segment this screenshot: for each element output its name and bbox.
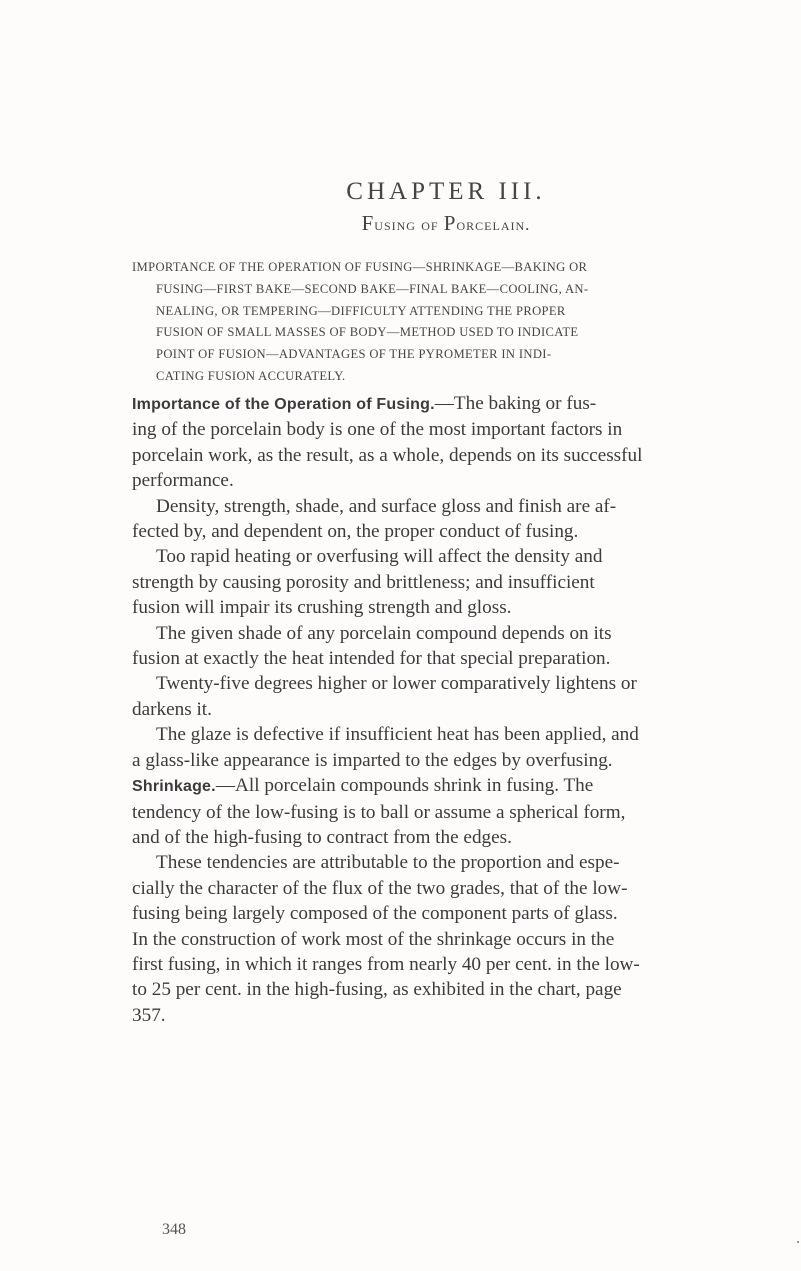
synopsis-line: NEALING, OR TEMPERING—DIFFICULTY ATTENDING THE PROPER <box>156 303 566 318</box>
page-number: 348 <box>162 1221 186 1238</box>
chapter-heading: CHAPTER III. <box>346 178 546 205</box>
paragraph-line: fusion will impair its crushing strength and gloss. <box>132 597 512 619</box>
paragraph-line: fected by, and dependent on, the proper conduct of fusing. <box>132 521 579 543</box>
paragraph-line: Twenty-five degrees higher or lower comparatively lightens or <box>156 673 637 695</box>
paragraph-line: Density, strength, shade, and surface gloss and finish are af- <box>156 495 617 517</box>
paragraph-line: a glass-like appearance is imparted to the edges by overfusing. <box>132 749 613 771</box>
synopsis-line: FUSION OF SMALL MASSES OF BODY—METHOD USED TO INDICATE <box>156 325 579 340</box>
paragraph-line <box>132 391 768 417</box>
paragraph-line: first fusing, in which it ranges from nearly 40 per cent. in the low- <box>132 953 640 975</box>
paragraph-line: The given shade of any porcelain compound depends on its <box>156 622 612 644</box>
section-heading-importance: Importance of the Operation of Fusing. <box>132 396 435 413</box>
paragraph-line: performance. <box>132 470 234 492</box>
paragraph-line: fusing being largely composed of the component parts of glass. <box>132 903 618 925</box>
synopsis-line: IMPORTANCE OF THE OPERATION OF FUSING—SHRINKAGE—BAKING OR <box>132 260 588 274</box>
chapter-title-cap-1: F <box>361 211 375 235</box>
paragraph-line <box>132 773 768 799</box>
paragraph-line: 357. <box>132 1004 166 1026</box>
synopsis-line: CATING FUSION ACCURATELY. <box>156 368 346 383</box>
paragraph-line: porcelain work, as the result, as a whole, depends on its successful <box>132 444 643 466</box>
synopsis-line: FUSING—FIRST BAKE—SECOND BAKE—FINAL BAKE—COOLING, AN- <box>156 281 589 296</box>
paragraph-line: strength by causing porosity and brittleness; and insufficient <box>132 571 595 593</box>
paragraph-line: The glaze is defective if insufficient heat has been applied, and <box>156 724 639 746</box>
shrinkage-first-line: —All porcelain compounds shrink in fusing. The <box>215 775 594 797</box>
body-text <box>132 391 768 1028</box>
paragraph-line: fusion at exactly the heat intended for that special preparation. <box>132 648 611 670</box>
chapter-title-cap-2: P <box>443 211 457 235</box>
chapter-title <box>128 211 764 236</box>
paragraph-line: These tendencies are attributable to the proportion and espe- <box>156 852 620 874</box>
section-heading-shrinkage: Shrinkage. <box>132 778 216 796</box>
importance-first-line: —The baking or fus- <box>434 393 597 414</box>
paragraph-line: to 25 per cent. in the high-fusing, as exhibited in the chart, page <box>132 979 622 1001</box>
print-speck <box>797 1241 799 1243</box>
paragraph-line: darkens it. <box>132 698 212 720</box>
chapter-title-word-1: using of <box>374 215 444 234</box>
paragraph-line: and of the high-fusing to contract from the edges. <box>132 826 512 848</box>
synopsis-line: POINT OF FUSION—ADVANTAGES OF THE PYROMETER IN INDI- <box>156 347 552 362</box>
paragraph-line: Too rapid heating or overfusing will affect the density and <box>156 546 603 568</box>
paragraph-line: In the construction of work most of the shrinkage occurs in the <box>132 928 615 950</box>
paragraph-line: cially the character of the flux of the two grades, that of the low- <box>132 877 628 899</box>
paragraph-line: tendency of the low-fusing is to ball or assume a spherical form, <box>132 801 626 823</box>
chapter-synopsis <box>132 257 768 388</box>
chapter-title-word-2: orcelain. <box>456 215 531 234</box>
paragraph-line: ing of the porcelain body is one of the most important factors in <box>132 419 623 441</box>
